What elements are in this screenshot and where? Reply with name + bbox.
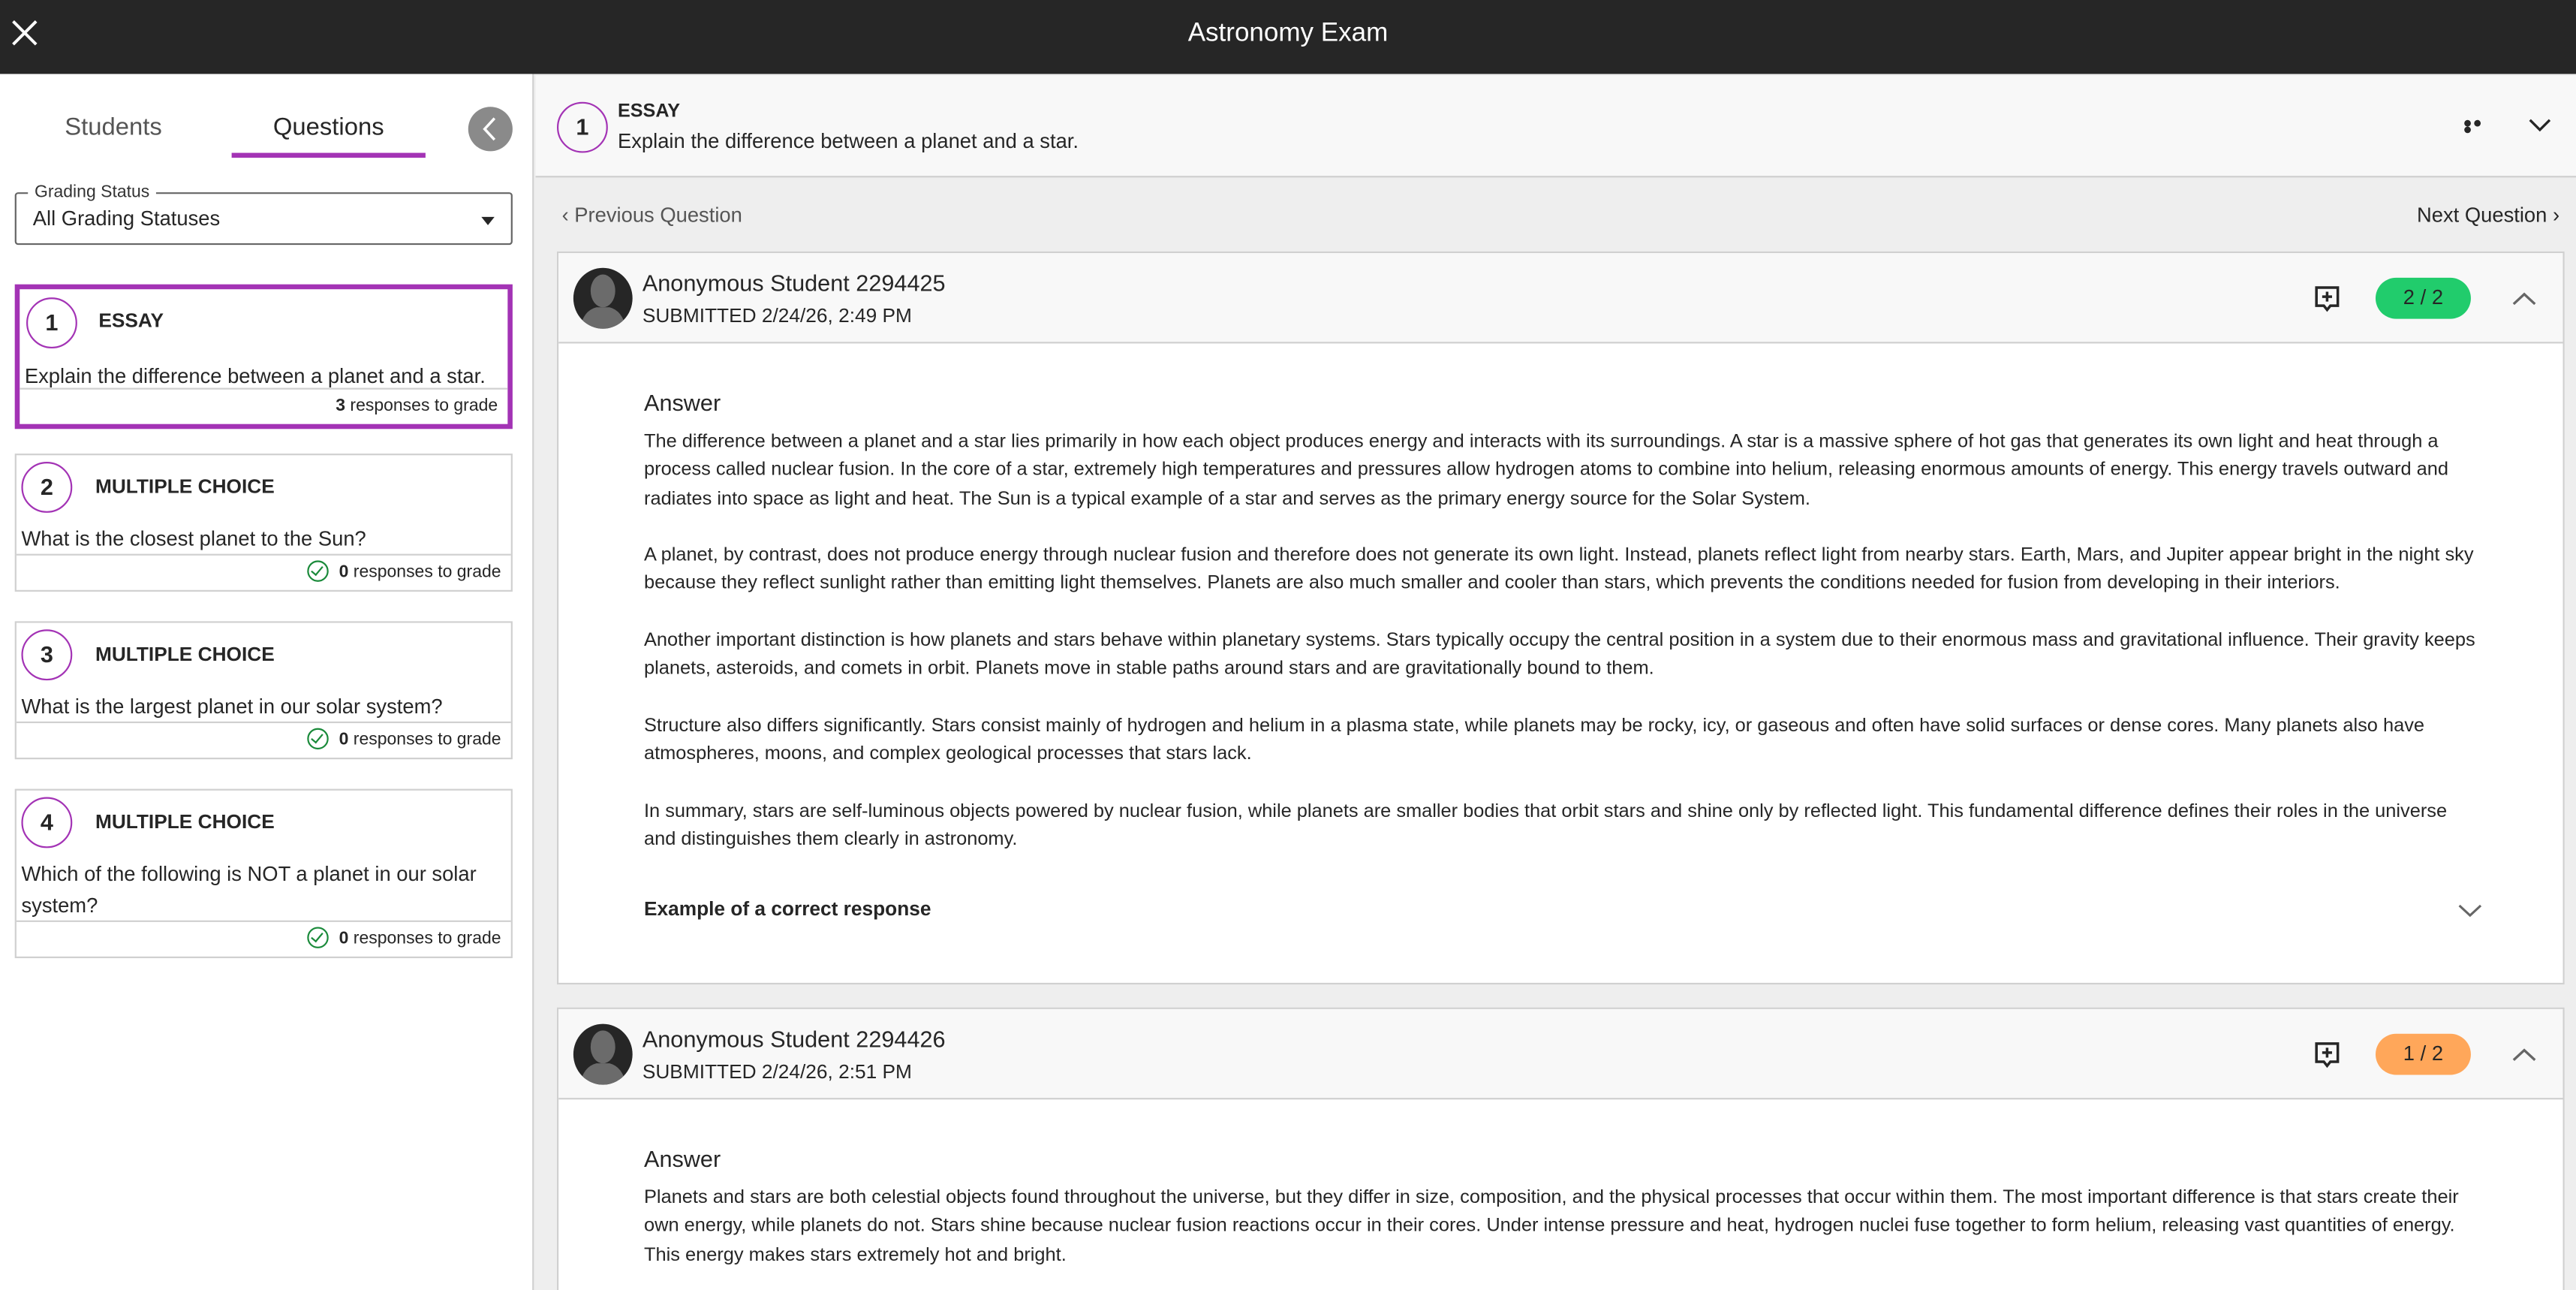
submitted-time: SUBMITTED 2/24/26, 2:51 PM [642,1059,912,1084]
question-type: MULTIPLE CHOICE [95,810,275,833]
answer-section [644,390,2481,882]
submitted-time: SUBMITTED 2/24/26, 2:49 PM [642,303,912,327]
add-feedback-icon[interactable] [2315,286,2340,312]
answer-section [644,1146,2481,1290]
active-tab-indicator [232,153,426,158]
question-type: MULTIPLE CHOICE [95,642,275,666]
score-badge[interactable]: 2 / 2 [2376,278,2471,319]
check-circle-icon [308,927,329,948]
collapse-sidebar-button[interactable] [468,107,513,151]
chevron-left-icon: ‹ [561,203,575,228]
submission-header [558,1009,2562,1099]
answer-paragraph: Planets and stars are both celestial objects found throughout the universe, but they differ in size, composition, and the physical processes that occur within them. The most important difference is that stars create their own energy, while planets do not. Stars shine because nuclear fusion reactions occur in their cores. Under intense pressure and heat, hydrogen nuclei fuse together to form helium, releasing vast quantities of energy. This energy makes stars extremely hot and bright. [644,1186,2459,1265]
student-name: Anonymous Student 2294426 [642,1025,946,1052]
answer-paragraph: Another important distinction is how planets and stars behave within planetary systems. Stars typically occupy the central position in a system due to their enormous mass and gravitational influence. Their gravity keeps planets, asteroids, and comets in orbit. Planets move in stable paths around stars and are gravitationally bound to them. [644,629,2475,680]
question-type: MULTIPLE CHOICE [95,475,275,499]
previous-question-label: Previous Question [574,203,742,228]
answer-paragraph: The difference between a planet and a star lies primarily in how each object produces energy and interacts with its surroundings. A star is a massive sphere of hot gas that generates its own light and heat through a process called nuclear fusion. In the core of a star, extremely high temperatures and pressures allow hydrogen atoms to combine into helium, releasing enormous amounts of energy. This energy travels outward and radiates into space as light and heat. The Sun is a typical example of a star and serves as the primary energy source for the Solar System. [644,430,2449,509]
student-name: Anonymous Student 2294425 [642,269,946,296]
grading-status-select[interactable] [15,182,513,245]
check-circle-icon [308,728,329,749]
question-card-3[interactable] [15,621,513,759]
tab-students[interactable]: Students [65,113,162,142]
question-text: What is the closest planet to the Sun? [21,527,366,551]
response-count: 0 [339,729,349,750]
page-title: Astronomy Exam [1187,20,1389,48]
answer-paragraph: A planet, by contrast, does not produce energy through nuclear fusion and therefore does not generate its own light. Instead, planets reflect light from nearby stars. Earth, Mars, and Jupiter appear bright in the night sky because they reflect sunlight rather than emitting light themselves. Planets are also much smaller and cooler than stars, which prevents the conditions needed for fusion from developing in their interiors. [644,544,2474,595]
avatar [573,1024,633,1085]
answer-paragraph: Structure also differs significantly. Stars consist mainly of hydrogen and helium in a plasma state, while planets may be rocky, icy, or gaseous and often have solid surfaces or dense cores. Many planets also have atmospheres, moons, and complex geological processes that stars lack. [644,715,2425,765]
question-card-2[interactable] [15,454,513,592]
grading-status-value: All Grading Statuses [32,206,221,231]
next-question-label: Next Question [2417,203,2547,228]
previous-question-link[interactable] [562,203,742,227]
chevron-up-icon[interactable] [2512,291,2537,307]
tab-questions[interactable] [232,113,426,141]
question-text: Which of the following is NOT a planet in our solar system? [21,863,477,918]
responses-to-grade [17,554,511,590]
chevron-right-icon: › [2547,203,2560,228]
responses-to-grade [17,722,511,758]
question-text: Explain the difference between a planet and a star. [617,129,1079,153]
question-text: Explain the difference between a planet and a star. [24,364,486,388]
question-number: 1 [26,297,77,348]
question-card-1[interactable] [15,285,513,429]
check-circle-icon [308,560,329,581]
response-count: 0 [339,562,349,582]
next-question-link[interactable] [2417,203,2559,227]
chevron-down-icon[interactable] [2529,116,2552,133]
response-count: 3 [336,396,346,416]
response-count: 0 [339,928,349,948]
grading-status-label: Grading Status [28,182,156,202]
question-card-4[interactable] [15,789,513,958]
chevron-up-icon[interactable] [2512,1047,2537,1063]
question-header [536,76,2576,178]
question-number: 3 [21,629,72,680]
question-type: ESSAY [98,309,164,333]
responses-to-grade [17,921,511,957]
submission-header [558,253,2562,343]
question-type: ESSAY [617,101,681,122]
response-label: responses to grade [350,396,498,416]
question-number: 2 [21,462,72,513]
submission-card [557,1008,2565,1290]
add-feedback-icon[interactable] [2315,1042,2340,1068]
question-text: What is the largest planet in our solar system? [21,695,443,719]
question-number: 1 [557,102,608,153]
response-label: responses to grade [353,729,501,750]
answer-heading: Answer [644,1145,721,1172]
chevron-left-icon [480,116,499,141]
answer-heading: Answer [644,389,721,416]
top-bar [0,0,2576,74]
responses-to-grade [20,388,507,424]
more-options-icon[interactable] [2464,120,2490,134]
score-badge[interactable]: 1 / 2 [2376,1034,2471,1075]
question-number: 4 [21,797,72,848]
sidebar [0,74,534,1290]
response-label: responses to grade [353,928,501,948]
caret-down-icon [481,217,495,225]
avatar [573,268,633,329]
chevron-down-icon[interactable] [2457,903,2482,919]
answer-paragraph: In summary, stars are self-luminous objects powered by nuclear fusion, while planets are smaller bodies that orbit stars and shine only by reflected light. This fundamental difference defines their roles in the universe and distinguishes them clearly in astronomy. [644,800,2448,850]
tab-label: Questions [272,113,384,142]
example-response-toggle[interactable]: Example of a correct response [644,897,931,921]
submission-card [557,252,2565,984]
response-label: responses to grade [353,562,501,582]
